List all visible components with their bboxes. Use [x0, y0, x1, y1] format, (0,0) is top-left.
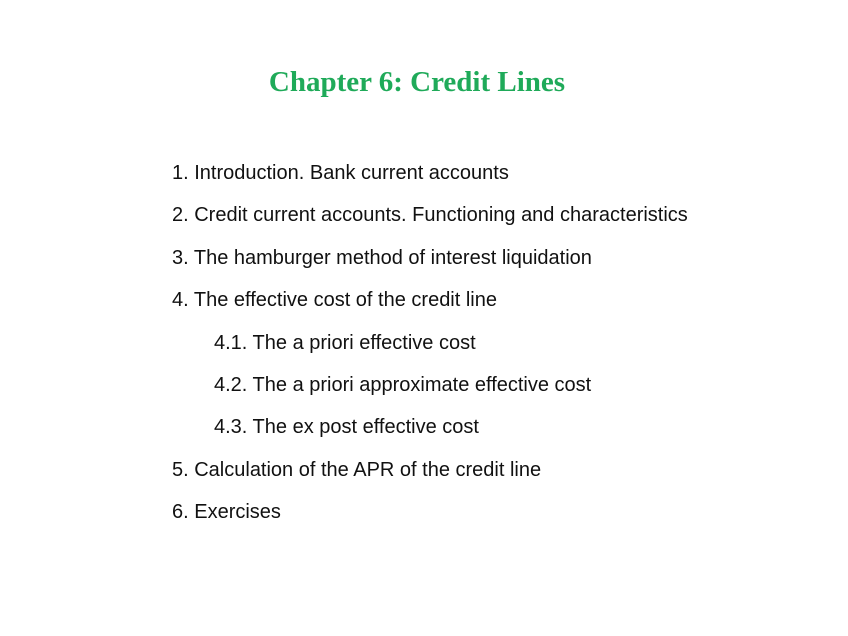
toc-item-5: 5. Calculation of the APR of the credit line	[172, 458, 542, 481]
toc-item-1: 1. Introduction. Bank current accounts	[172, 162, 509, 184]
toc-item-6: 6. Exercises	[172, 501, 281, 524]
chapter-title: Chapter 6: Credit Lines	[268, 66, 566, 98]
toc-item-2: 2. Credit current accounts. Functioning and characteristics	[172, 204, 688, 227]
table-of-contents	[172, 157, 688, 539]
toc-item-3: 3. The hamburger method of interest liquidation	[172, 246, 592, 269]
toc-subitem-4-2: 4.2. The a priori approximate effective cost	[214, 373, 592, 396]
toc-subitem-4-3: 4.3. The ex post effective cost	[214, 416, 479, 439]
toc-subitem-4-1: 4.1. The a priori effective cost	[214, 331, 476, 354]
toc-item-4: 4. The effective cost of the credit line	[172, 289, 497, 312]
